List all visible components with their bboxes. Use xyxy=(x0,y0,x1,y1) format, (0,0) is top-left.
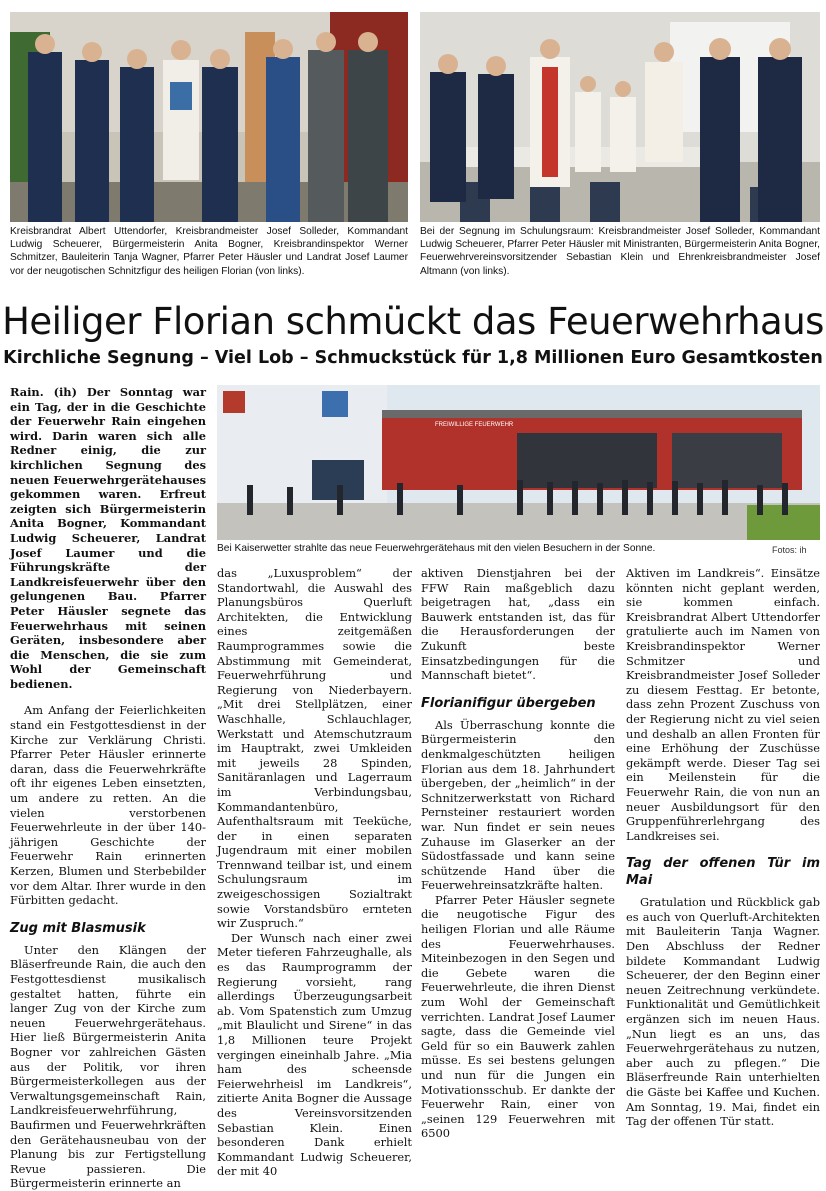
paragraph: aktiven Dienstjahren bei der FFW Rain maßgeblich dazu beigetragen hat, „dass ein Bauwerk entstanden ist, das für die Herausforderungen der Zukunft beste Einsatzbedingungen für die Mannschaft bietet“. xyxy=(421,566,615,683)
building-sign: FREIWILLIGE FEUERWEHR xyxy=(435,422,514,428)
paragraph: Gratulation und Rückblick gab es auch von Querluft-Architekten mit Bauleiterin Tanja Wagner. Den Abschluss der Redner bildete Kommandant Ludwig Scheuerer, der den Beginn einer neuen Zeitrechnung verkündete. Funktionalität und Gemütlichkeit ergänzen sich im neuen Haus. „Nun liegt es an uns, das Feuerwehrgerätehaus zu nutzen, aber auch zu pflegen.“ Die Bläserfreunde Rain unterhielten die Gäste bei Kaffee und Kuchen. Am Sonntag, 19. Mai, findet ein Tag der offenen Tür statt. xyxy=(626,895,820,1129)
subheading-tag-der-offenen-tuer: Tag der offenen Tür im Mai xyxy=(626,856,820,889)
subheadline: Kirchliche Segnung – Viel Lob – Schmuckstück für 1,8 Millionen Euro Gesamtkosten xyxy=(3,348,823,368)
subheading-florianifigur: Florianifigur übergeben xyxy=(421,695,596,711)
paragraph: Unter den Klängen der Bläserfreunde Rain, die auch den Festgottesdienst musikalisch gestaltet hatten, führte ein langer Zug von der Kirche zum neuen Feuerwehrgerätehaus. Hier ließ Bürgermeisterin Anita Bogner vor zahlreichen Gästen aus der Politik, vor ihren Bürgermeisterkollegen aus der Verwaltungsgemeinschaft Rain, Landkreisfeuerwehrführung, Baufirmen und Feuerwehrkräften den Gerätehausneubau von der Planung bis zur Fertigstellung Revue passieren. Die Bürgermeisterin erinnerte an xyxy=(10,942,206,1191)
paragraph: Pfarrer Peter Häusler segnete die neugotische Figur des heiligen Florian und alle Räume des Feuerwehrhauses. Miteinbezogen in den Segen und die Gebete waren die Feuerwehrleute, die ihren Dienst zum Wohl der Gemeinschaft verrichten. Landrat Josef Laumer sagte, dass die Gemeinde viel Geld für so ein Bauwerk zahlen müsse. Es sei bestens gelungen und nun für die Jungen ein Motivationsschub. Er dankte der Feuerwehr Rain, einer von „seinen 129 Feuerwehren mit 6500 xyxy=(421,892,615,1141)
subheading-zug-mit-blasmusik: Zug mit Blasmusik xyxy=(10,920,146,936)
paragraph: Aktiven im Landkreis“. Einsätze könnten nicht geplant werden, sie kommen einfach. Kreisbrandrat Albert Uttendorfer gratulierte auch im Namen von Kreisbrandinspektor Werner Schmitzer und Kreisbrandmeister Josef Solleder zu diesem Festtag. Er betonte, dass zehn Prozent Zuschuss von der Regierung nicht zu viel seien und deshalb an allen Fronten für eine Erhöhung der Zuschüsse gekämpft werde. Dieser Tag sei ein Meilenstein für die Feuerwehr Rain, die von nun an neuer Ausbildungsort für den Gruppenführerlehrgang des Landkreises sei. xyxy=(626,566,820,843)
photo-blessing-in-training-room xyxy=(420,12,820,222)
caption-top-left: Kreisbrandrat Albert Uttendorfer, Kreisbrandmeister Josef Solleder, Kommandant Ludwig Scheuerer, Bürgermeisterin Anita Bogner, Kreisbrandinspektor Werner Schmitzer, Bauleiterin Tanja Wagner, Pfarrer Peter Häusler und Landrat Josef Laumer vor der neugotischen Schnitzfigur des heiligen Florian (von links). xyxy=(10,226,408,277)
caption-top-right: Bei der Segnung im Schulungsraum: Kreisbrandmeister Josef Solleder, Kommandant Ludwig Scheuerer, Pfarrer Peter Häusler mit Ministranten, Bürgermeisterin Anita Bogner, Feuerwehrvereinsvorsitzender Sebastian Klein und Ehrenkreisbrandmeister Josef Altmann (von links). xyxy=(420,226,820,277)
column-4 xyxy=(626,566,820,1129)
paragraph: das „Luxusproblem“ der Standortwahl, die Auswahl des Planungsbüros Querluft Architekten, die Entwicklung eines zeitgemäßen Raumprogrammes sowie die Abstimmung mit Gemeinderat, Feuerwehrführung und Regierung von Niederbayern. „Mit drei Stellplätzen, einer Waschhalle, Schlauchlager, Werkstatt und Atemschutzraum im Hauptrakt, zwei Umkleiden mit jeweils 28 Spinden, Sanitäranlagen und Lagerraum im Verbindungsbau, Kommandantenbüro, Aufenthaltsraum mit Teeküche, der in einen separaten Jugendraum mit einer mobilen Trennwand teilbar ist, und einem Schulungsraum im zweigeschossigen Sozialtrakt sowie Vorstandsbüro ernteten wir Zuspruch.“ xyxy=(217,566,412,931)
column-1 xyxy=(10,385,206,1191)
photo-fire-station-building xyxy=(217,385,820,540)
headline: Heiliger Florian schmückt das Feuerwehrhaus xyxy=(2,300,824,343)
column-2 xyxy=(217,566,412,1179)
caption-middle: Bei Kaiserwetter strahlte das neue Feuerwehrgerätehaus mit den vielen Besuchern in der Sonne. xyxy=(217,543,656,554)
paragraph: Als Überraschung konnte die Bürgermeisterin den denkmalgeschützten heiligen Florian aus dem 18. Jahrhundert übergeben, der „heimlich“ in der Schnitzerwerkstatt von Richard Pernsteiner restauriert worden war. Nun findet er sein neues Zuhause im Glaserker an der Südostfassade und kann seine schützende Hand über die Feuerwehreinsatzkräfte halten. xyxy=(421,717,615,893)
paragraph: Am Anfang der Feierlichkeiten stand ein Festgottesdienst in der Kirche zur Verklärung Christi. Pfarrer Peter Häusler erinnerte daran, dass die Feuerwehrkräfte oft ihr eigenes Leben einsetzten, um andere zu retten. An die vielen verstorbenen Feuerwehrleute in der über 140-jährigen Geschichte der Feuerwehr Rain erinnerten Kerzen, Blumen und Sterbebilder vor dem Altar. Ihrer wurde in den Fürbitten gedacht. xyxy=(10,703,206,908)
paragraph: Der Wunsch nach einer zwei Meter tieferen Fahrzeughalle, als es das Raumprogramm der Regierung vorsieht, rang allerdings Überzeugungsarbeit ab. Vom Spatenstich zum Umzug „mit Blaulicht und Sirene“ in das 1,8 Millionen teure Projekt vergingen eineinhalb Jahre. „Mia ham des scheensde Feierwehrheisl im Landkreis“, zitierte Anita Bogner die Aussage des Vereinsvorsitzenden Sebastian Klein. Einen besonderen Dank erhielt Kommandant Ludwig Scheuerer, der mit 40 xyxy=(217,930,412,1179)
lead-paragraph: Rain. (ih) Der Sonntag war ein Tag, der in die Geschichte der Feuerwehr Rain eingehen wird. Darin waren sich alle Redner einig, die zur kirchlichen Segnung des neuen Feuerwehrgerätehauses gekommen waren. Erfreut zeigten sich Bürgermeisterin Anita Bogner, Kommandant Ludwig Scheuerer, Landrat Josef Laumer und die Führungskräfte der Landkreisfeuerwehr über den gelungenen Bau. Pfarrer Peter Häusler segnete das Feuerwehrhaus mit seinen Geräten, insbesondere aber die Menschen, die sie zum Wohl der Gemeinschaft bedienen. xyxy=(10,385,206,691)
photo-credit: Fotos: ih xyxy=(772,545,807,555)
photo-group-with-florian-statue xyxy=(10,12,408,222)
column-3 xyxy=(421,566,615,1141)
